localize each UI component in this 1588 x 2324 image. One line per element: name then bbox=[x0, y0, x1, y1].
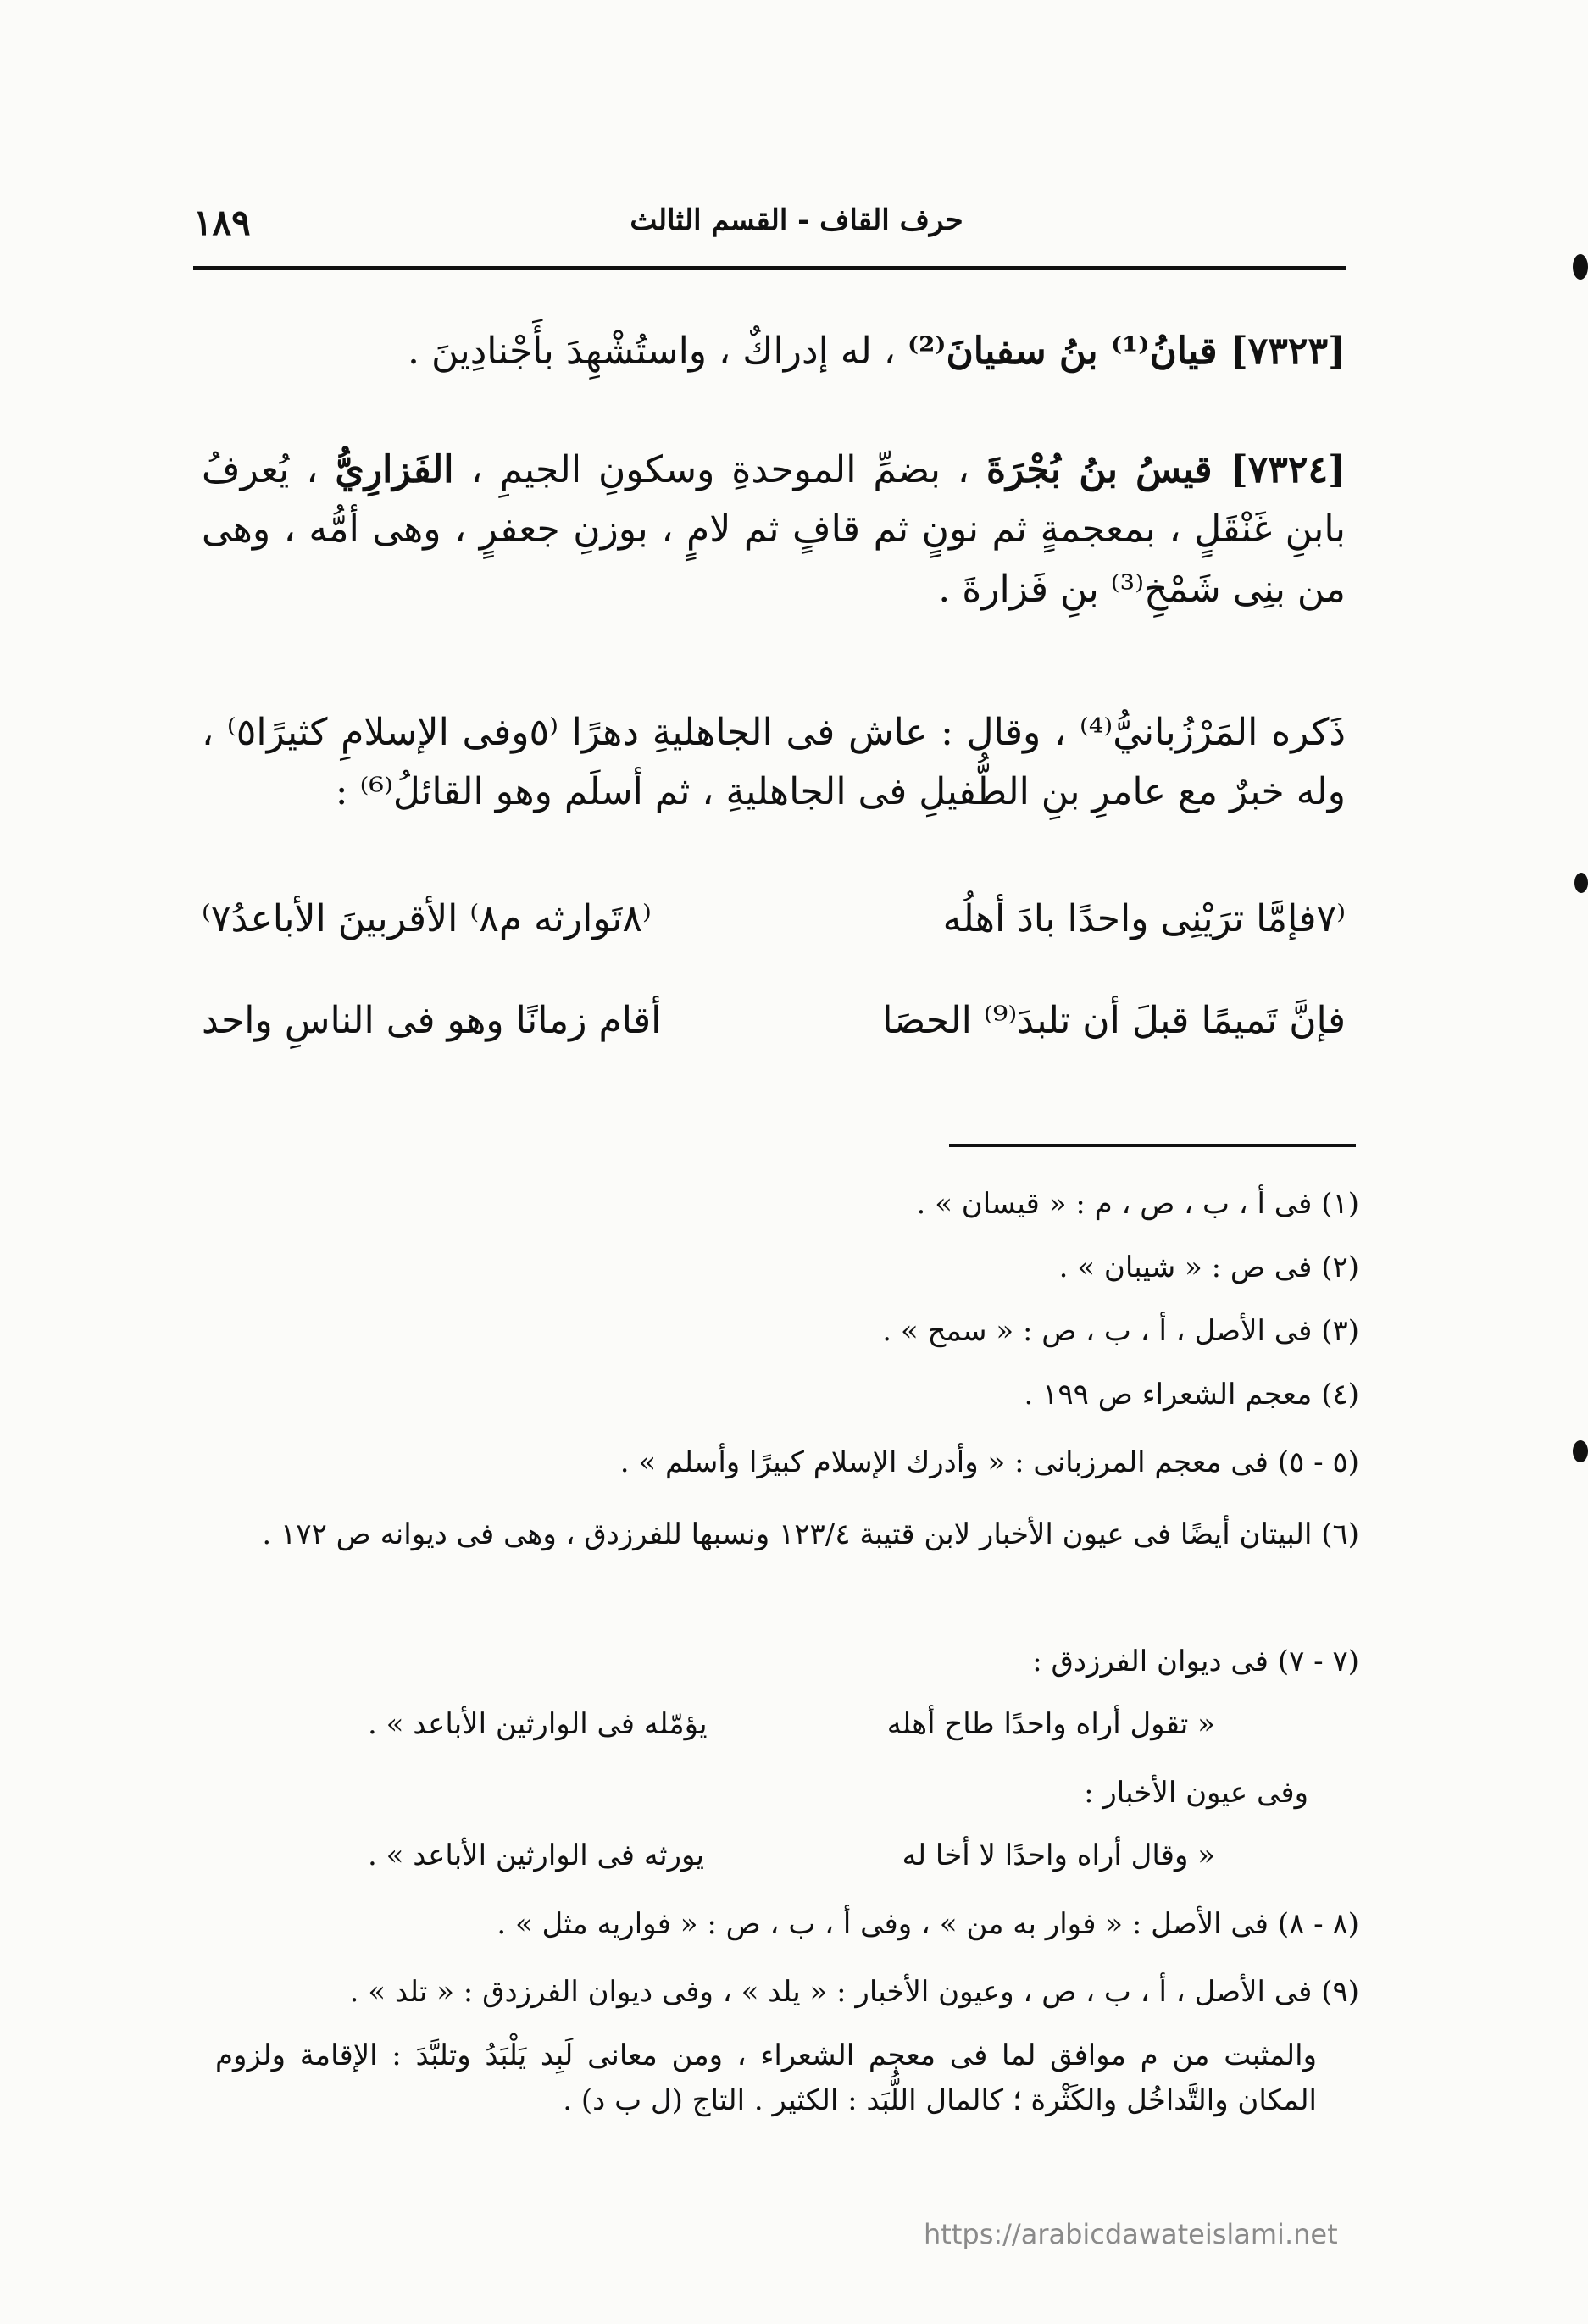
entry-7324-text: ، بضمِّ الموحدةِ وسكونِ الجيمِ ، bbox=[470, 448, 970, 491]
verse-line-2 bbox=[202, 991, 1346, 1051]
entry-7324-heading: [٧٣٢٤] قيسُ بنُ بُجْرَةَ bbox=[986, 448, 1346, 491]
verse-2-hemistich-1: فإنَّ تَميمًا قبلَ أن تلبدَ⁽⁹⁾ الحصَا bbox=[882, 999, 1346, 1042]
footnote-7-verse-1-b: يؤمّله فى الوارثين الأباعد » . bbox=[368, 1707, 708, 1741]
entry-7324-text-continued: ، يُعرفُ بابنِ غَنْقَلٍ ، بمعجمةٍ ثم نونٍ ثم قافٍ ثم لامٍ ، بوزنِ جعفرٍ ، وهى أمُّه ، وهى من بنِى شَمْخِ⁽³⁾ بنِ فَزارةَ . bbox=[202, 448, 1346, 611]
footnote-9-continued: والمثبت من م موافق لما فى معجم الشعراء ، ومن معانى لَبِد يَلْبَدُ وتلبَّدَ : الإقامة ولزوم المكان والتَّداخُل والكَثْرة ؛ كالمال اللُّبَد : الكثير . التاج (ل ب د) . bbox=[215, 2038, 1317, 2117]
entry-7324 bbox=[202, 441, 1346, 619]
footnote-7-verse-1 bbox=[368, 1707, 1215, 1741]
footnote-2: (٢) فى ص : « شيبان » . bbox=[1058, 1251, 1359, 1284]
verse-1-hemistich-1: ⁽٧فإمَّا ترَيْنِى واحدًا بادَ أهلُه bbox=[942, 897, 1346, 940]
scan-mark bbox=[1573, 254, 1588, 280]
footnote-7-mid: وفى عيون الأخبار : bbox=[1084, 1776, 1308, 1810]
footnote-7-verse-2 bbox=[368, 1839, 1215, 1872]
verse-2-hemistich-2: أقام زمانًا وهو فى الناسِ واحد bbox=[202, 999, 662, 1042]
body-paragraph: ذَكره المَرْزُبانيُّ⁽⁴⁾ ، وقال : عاش فى الجاهليةِ دهرًا ⁽٥وفى الإسلامِ كثيرًا٥⁾ ، وله خبرٌ مع عامرِ بنِ الطُّفيلِ فى الجاهليةِ ، ثم أسلَم وهو القائلُ⁽⁶⁾ : bbox=[202, 711, 1346, 814]
footnote-7-verse-2-a: « وقال أراه واحدًا لا أخا له bbox=[902, 1839, 1215, 1872]
scan-mark bbox=[1573, 1440, 1588, 1462]
footnote-3: (٣) فى الأصل ، أ ، ب ، ص : « سمح » . bbox=[882, 1314, 1359, 1348]
entry-7323-heading: [٧٣٢٣] قيانُ⁽¹⁾ بنُ سفيانَ⁽²⁾ bbox=[907, 330, 1346, 373]
entry-7323-text: ، له إدراكٌ ، واستُشْهِدَ بأَجْنادِينَ . bbox=[407, 330, 896, 373]
entry-7323 bbox=[202, 322, 1346, 381]
verse-line-1 bbox=[202, 890, 1346, 949]
footnote-7-intro: (٧ - ٧) فى ديوان الفرزدق : bbox=[1032, 1645, 1359, 1678]
footnote-7-verse-2-b: يورثه فى الوارثين الأباعد » . bbox=[368, 1839, 705, 1872]
entry-7324-nisba: الفَزارِيُّ bbox=[335, 448, 454, 491]
running-header: حرف القاف - القسم الثالث bbox=[630, 203, 963, 237]
footnote-8: (٨ - ٨) فى الأصل : « فوار به من » ، وفى أ ، ب ، ص : « فواريه مثل » . bbox=[497, 1907, 1359, 1941]
footnote-5: (٥ - ٥) فى معجم المرزبانى : « وأدرك الإسلام كبيرًا وأسلم » . bbox=[619, 1445, 1359, 1479]
watermark-url: https://arabicdawateislami.net bbox=[924, 2218, 1338, 2250]
footnote-7-verse-1-a: « تقول أراه واحدًا طاح أهله bbox=[886, 1707, 1215, 1741]
page-number: ١٨٩ bbox=[193, 202, 251, 243]
header-rule bbox=[193, 266, 1346, 270]
footnote-6: (٦) البيتان أيضًا فى عيون الأخبار لابن قتيبة ١٢٣/٤ ونسبها للفرزدق ، وهى فى ديوانه ص ١٧٢ . bbox=[262, 1517, 1359, 1551]
scan-mark bbox=[1574, 873, 1588, 893]
footnote-4: (٤) معجم الشعراء ص ١٩٩ . bbox=[1024, 1378, 1359, 1412]
footnote-9: (٩) فى الأصل ، أ ، ب ، ص ، وعيون الأخبار : « يلد » ، وفى ديوان الفرزدق : « تلد » . bbox=[349, 1975, 1359, 2009]
verse-1-hemistich-2: ⁽٨تَوارثه م٨⁾ الأقربينَ الأباعدُ٧⁾ bbox=[202, 897, 652, 940]
footnote-1: (١) فى أ ، ب ، ص ، م : « قيسان » . bbox=[916, 1187, 1359, 1221]
footnote-rule bbox=[949, 1144, 1356, 1147]
